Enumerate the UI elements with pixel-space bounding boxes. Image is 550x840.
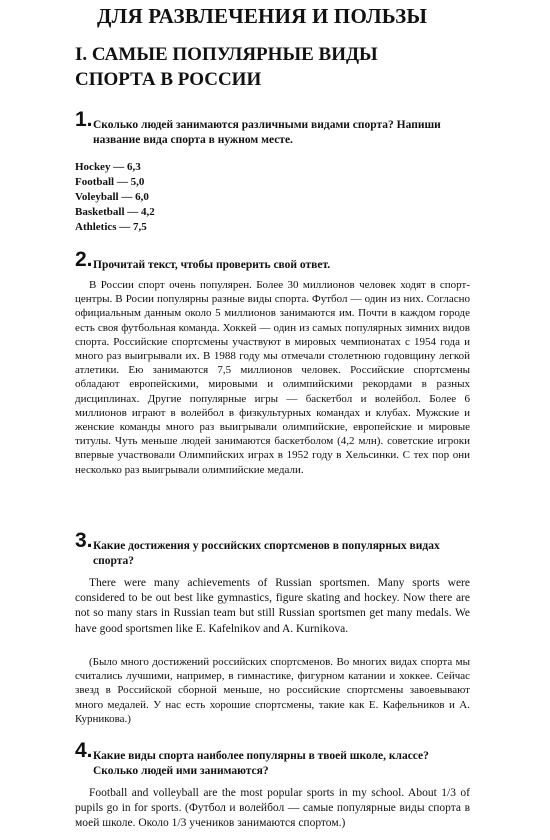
- task-3-russian-translation: (Было много достижений российских спортсменов. Во многих видах спорта мы считались лучшими, например, в гимнастике, фигурном катании и хоккее. Сейчас звезд в Российской сборной меньше, но российские спортсмены завоевывают много медалей. У нас есть хорошие спортсмены, такие как Е. Кафельников и А. Курникова.): [75, 656, 470, 725]
- task-2-instruction: Прочитай текст, чтобы проверить свой ответ.: [93, 259, 331, 271]
- task-2-heading: [75, 248, 465, 273]
- list-item: Basketball — 4,2: [75, 206, 155, 218]
- task-2-number: 2.: [75, 248, 93, 271]
- task-4-instruction: Какие виды спорта наиболее популярны в твоей школе, классе? Сколько людей ими занимаются?: [93, 750, 429, 777]
- task-1-heading: [75, 108, 465, 148]
- task-4-number: 4.: [75, 739, 93, 762]
- task-3-heading: [75, 529, 465, 569]
- task-1-number: 1.: [75, 108, 93, 131]
- page-title: ДЛЯ РАЗВЛЕЧЕНИЯ И ПОЛЬЗЫ: [97, 4, 428, 28]
- list-item: Voleyball — 6,0: [75, 191, 149, 203]
- section-title: I. САМЫЕ ПОПУЛЯРНЫЕ ВИДЫ СПОРТА В РОССИИ: [75, 44, 378, 90]
- list-item: Athletics — 7,5: [75, 221, 147, 233]
- list-item: Football — 5,0: [75, 176, 145, 188]
- sport-list: [75, 160, 155, 235]
- task-4-answer: Football and volleyball are the most popular sports in my school. About 1/3 of pupils go in for sports. (Футбол и волейбол — самые популярные виды спорта в моей школе. Около 1/3 учеников занимаются спортом.): [75, 787, 470, 830]
- task-1-instruction: Сколько людей занимаются различными видами спорта? Напиши название вида спорта в нужном месте.: [93, 119, 441, 146]
- task-3-number: 3.: [75, 529, 93, 552]
- task-2-reading-text: В России спорт очень популярен. Более 30 миллионов человек ходят в спорт-центры. В Росии популярны разные виды спорта. Футбол — один из них. Согласно официальным данным около 5 миллионов занимаются им. Почти в каждом городе есть своя футбольная команда. Хоккей — один из самых популярных зимних видов спорта. Российские спортсмены участвуют в мировых чемпионатах с 1954 года и много раз выигрывали их. В 1988 году мы отмечали столетнюю годовщину легкой атлетики. Ею занимаются 7,5 миллионов человек. Российские спортсмены обладают европейскими, мировыми и олимпийскими рекордами в разных дисциплинах. Другие популярные игры — баскетбол и волейбол. Более 6 миллионов играют в волейбол в физкультурных командах и клубах. Мужские и женские команды много раз выигрывали олимпийские, европейские и мировые титулы. Чуть меньше людей занимаются баскетболом (4,2 млн). советские игроки впервые участвовали Олимпийских играх в 1952 году в Хельсинки. С тех пор они несколько раз выигрывали олимпийские медали.: [75, 279, 470, 476]
- list-item: Hockey — 6,3: [75, 161, 141, 173]
- task-4-heading: [75, 739, 465, 779]
- task-3-english-answer: There were many achievements of Russian sportsmen. Many sports were considered to be out best like gymnastics, figure skating and hockey. Now there are not so many stars in Russian team but still Russian sportsmen get many medals. We have good sportsmen like E. Kafelnikov and A. Kurnikova.: [75, 577, 470, 635]
- task-3-instruction: Какие достижения у российских спортсменов в популярных видах спорта?: [93, 540, 440, 567]
